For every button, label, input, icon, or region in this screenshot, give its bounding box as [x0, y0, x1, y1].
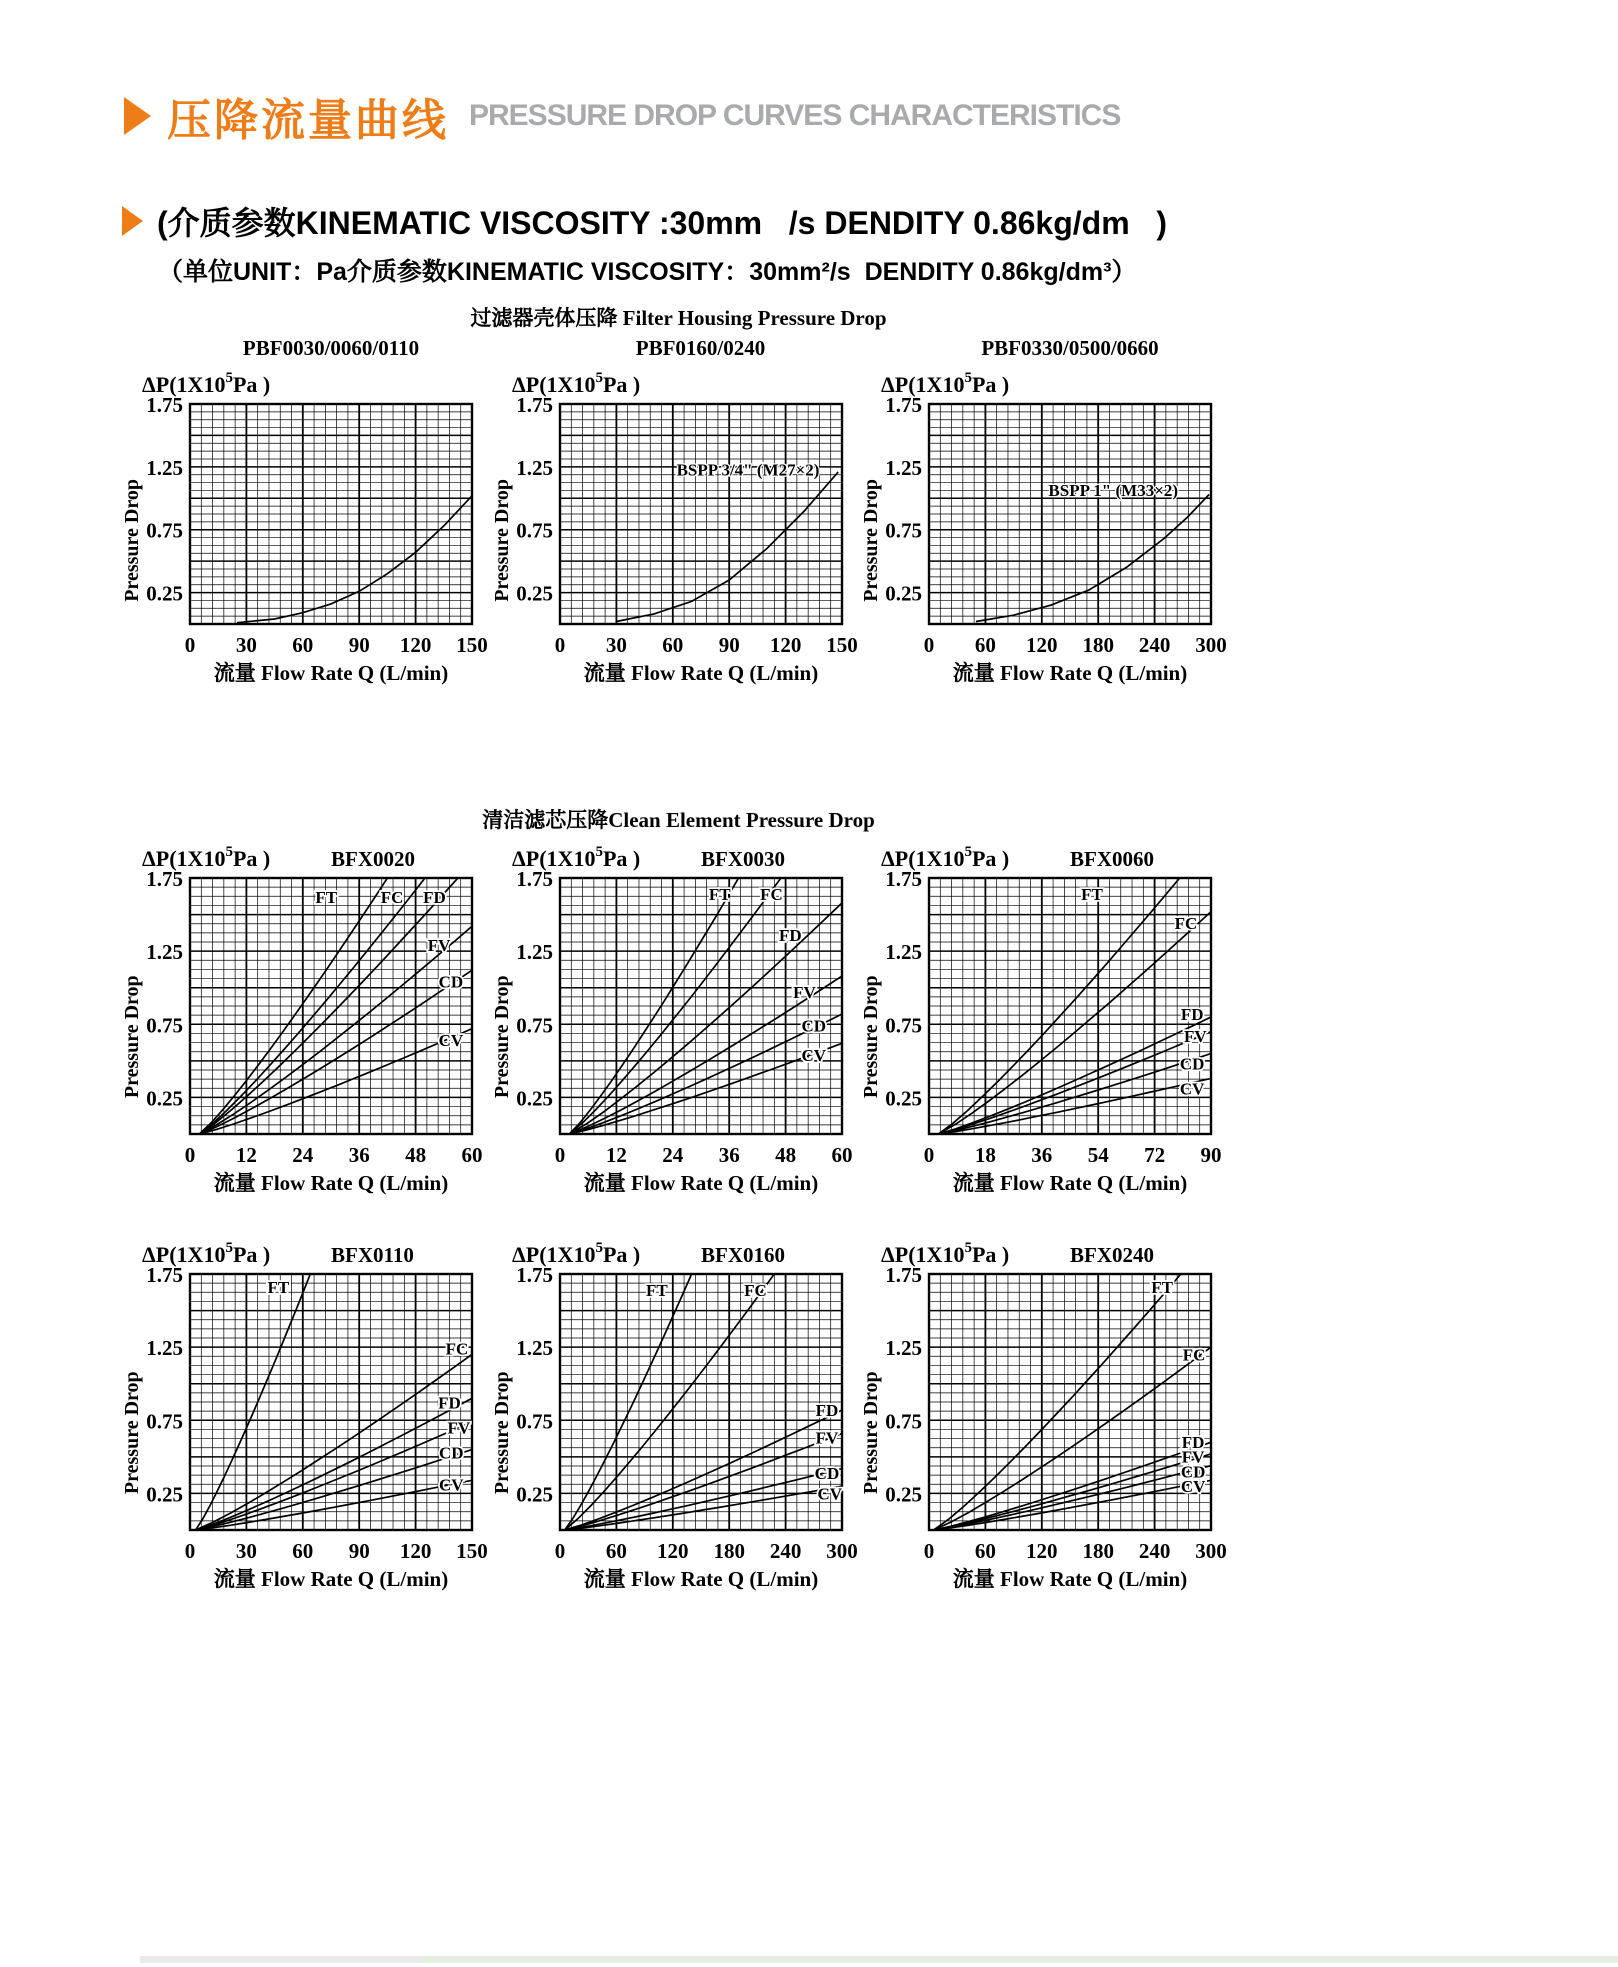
y-tick-label: 0.25	[146, 581, 183, 606]
grid	[560, 404, 842, 624]
chart-svg	[490, 364, 862, 686]
x-tick-label: 0	[554, 1143, 565, 1167]
series-curve	[616, 472, 838, 622]
chart-title: BFX0020	[331, 847, 415, 871]
x-tick-label: 72	[1144, 1143, 1166, 1167]
y-tick-label: 1.75	[515, 1263, 553, 1287]
x-tick-label: 90	[1200, 1143, 1222, 1167]
x-tick-label: 60	[974, 1539, 996, 1563]
grid	[560, 1274, 842, 1530]
chart-BFX0020	[121, 838, 492, 1196]
y-tick-label: 1.25	[146, 455, 183, 480]
y-tick-label: 0.25	[885, 581, 922, 606]
chart-title: BFX0240	[1070, 1243, 1154, 1267]
chart-BFX0240	[860, 1234, 1231, 1592]
curve-label-CD: CD	[438, 972, 464, 992]
y-axis-label: Pressure Drop	[121, 1371, 143, 1495]
x-tick-label: 0	[923, 1143, 935, 1167]
charts-content	[121, 302, 1231, 1592]
chart-title: PBF0030/0060/0110	[242, 336, 420, 360]
page-title-cn: 压降流量曲线	[167, 96, 449, 145]
x-tick-label: 300	[1195, 633, 1227, 657]
x-tick-label: 24	[661, 1143, 683, 1167]
y-tick-label: 0.25	[146, 1482, 183, 1507]
x-tick-label: 90	[348, 633, 370, 657]
x-tick-label: 36	[348, 1143, 370, 1167]
x-tick-label: 0	[923, 1539, 935, 1563]
curve-label-FV: FV	[815, 1428, 838, 1448]
chart-title: BFX0030	[700, 847, 785, 871]
x-tick-label: 0	[554, 1539, 565, 1563]
y-unit-label: $\Delta P(1X10^5Pa$ )	[511, 370, 640, 397]
x-tick-label: 180	[1082, 633, 1114, 657]
y-tick-label: 1.25	[146, 940, 183, 965]
x-axis-label: 流量 Flow Rate Q (L/min)	[583, 1567, 818, 1591]
curve-label-FV: FV	[792, 982, 816, 1002]
chart-PBF0330-0500-0660	[860, 336, 1231, 686]
x-tick-label: 300	[1195, 1539, 1227, 1563]
x-tick-label: 60	[831, 1143, 852, 1167]
x-tick-label: 240	[1138, 1539, 1171, 1563]
curve-label-FT: FT	[645, 1280, 668, 1300]
y-unit-label: $\Delta P(1X10^5Pa$ )	[881, 1240, 1010, 1267]
x-axis-label: 流量 Flow Rate Q (L/min)	[213, 1567, 449, 1591]
x-axis-label: 流量 Flow Rate Q (L/min)	[952, 1171, 1188, 1195]
y-tick-label: 0.75	[146, 518, 183, 543]
y-tick-label: 0.25	[146, 1086, 183, 1111]
curve-label-FD: FD	[778, 925, 802, 945]
y-tick-label: 0.75	[146, 1013, 183, 1038]
x-tick-label: 180	[712, 1539, 745, 1563]
x-tick-label: 60	[974, 633, 996, 657]
curve-label-FV: FV	[427, 936, 451, 956]
curve-label-FD: FD	[423, 887, 446, 907]
x-tick-label: 12	[235, 1143, 257, 1167]
y-tick-label: 0.75	[515, 1409, 553, 1434]
x-tick-label: 90	[718, 633, 740, 657]
curve-label-FT: FT	[1151, 1278, 1173, 1298]
grid	[560, 878, 842, 1134]
curve-label-FD: FD	[1181, 1433, 1205, 1453]
x-tick-label: 90	[348, 1539, 370, 1563]
y-tick-label: 1.75	[515, 393, 553, 417]
x-axis-label: 流量 Flow Rate Q (L/min)	[213, 661, 449, 685]
media-parameters-line	[122, 198, 1618, 244]
curve-label-CD: CD	[1180, 1462, 1206, 1482]
x-tick-label: 60	[661, 633, 683, 657]
chart-svg	[121, 1234, 492, 1592]
chart-BFX0110	[121, 1234, 492, 1592]
x-tick-label: 12	[605, 1143, 627, 1167]
section-title-element: 清洁滤芯压降Clean Element Pressure Drop	[482, 808, 875, 832]
x-tick-label: 120	[656, 1539, 689, 1563]
series-FC	[196, 1355, 472, 1531]
series-curve	[976, 495, 1209, 622]
curve-label-FT: FT	[708, 884, 731, 904]
footer-strip-segment	[420, 1956, 1618, 1963]
y-tick-label: 1.75	[146, 867, 183, 891]
curve-label-FC: FC	[743, 1280, 767, 1300]
x-tick-label: 24	[292, 1143, 314, 1167]
x-axis-label: 流量 Flow Rate Q (L/min)	[952, 661, 1188, 685]
curve-label-CV: CV	[816, 1484, 842, 1504]
y-tick-label: 0.75	[515, 1013, 553, 1038]
x-tick-label: 240	[1138, 633, 1171, 657]
curve-label-FD: FD	[1180, 1004, 1204, 1024]
chart-svg	[490, 1234, 862, 1592]
series-FD	[938, 1017, 1211, 1134]
curve-label-FD: FD	[815, 1400, 838, 1420]
x-tick-label: 36	[1031, 1143, 1053, 1167]
y-tick-label: 1.25	[885, 1336, 922, 1361]
y-axis-label: Pressure Drop	[490, 1371, 513, 1495]
y-tick-label: 0.75	[885, 1409, 922, 1434]
x-tick-label: 240	[769, 1539, 801, 1563]
curve-label-CV: CV	[438, 1031, 464, 1051]
chart-row-element-1	[121, 838, 1231, 1196]
chart-svg	[490, 838, 862, 1196]
y-axis-label: Pressure Drop	[490, 975, 513, 1099]
x-tick-label: 48	[774, 1143, 796, 1167]
y-axis-label: Pressure Drop	[860, 975, 882, 1099]
port-annotation: BSPP 3/4" (M27×2)	[676, 460, 819, 480]
y-unit-label: $\Delta P(1X10^5Pa$ )	[511, 1240, 640, 1267]
y-axis-label: Pressure Drop	[121, 975, 143, 1099]
chart-title: PBF0160/0240	[635, 336, 766, 360]
x-tick-label: 0	[184, 1143, 196, 1167]
curve-label-CV: CV	[801, 1045, 826, 1065]
series-FV	[938, 1032, 1211, 1134]
x-tick-label: 180	[1082, 1539, 1114, 1563]
series-CV	[199, 1029, 472, 1134]
y-tick-label: 0.75	[885, 1013, 922, 1038]
y-tick-label: 0.25	[885, 1482, 922, 1507]
x-tick-label: 0	[554, 633, 565, 657]
grid	[190, 1274, 472, 1530]
curve-label-FC: FC	[1182, 1345, 1206, 1365]
y-axis-label: Pressure Drop	[860, 1371, 882, 1495]
y-unit-label: $\Delta P(1X10^5Pa$ )	[881, 370, 1010, 397]
section-title-housing: 过滤器壳体压降 Filter Housing Pressure Drop	[470, 306, 887, 330]
x-axis-label: 流量 Flow Rate Q (L/min)	[583, 1171, 818, 1195]
chart-BFX0030	[490, 838, 862, 1196]
y-unit-label: $\Delta P(1X10^5Pa$ )	[142, 1240, 271, 1267]
curve-label-FC: FC	[380, 887, 404, 907]
media-parameters-text: (介质参数KINEMATIC VISCOSITY :30mm /s DENDITY 0.86kg/dm )	[157, 205, 1167, 241]
page-title-en: PRESSURE DROP CURVES CHARACTERISTICS	[469, 99, 1121, 132]
chart-title: PBF0330/0500/0660	[981, 336, 1159, 360]
x-tick-label: 150	[456, 1539, 488, 1563]
curve-label-FT: FT	[267, 1278, 290, 1298]
y-axis-label: Pressure Drop	[860, 479, 882, 602]
chart-PBF0160-0240	[490, 336, 862, 686]
page-header	[124, 84, 1618, 148]
x-tick-label: 60	[292, 633, 314, 657]
x-tick-label: 36	[718, 1143, 740, 1167]
y-tick-label: 0.25	[885, 1086, 922, 1111]
x-tick-label: 54	[1087, 1143, 1109, 1167]
y-tick-label: 1.25	[515, 455, 553, 480]
curve-label-FV: FV	[1181, 1447, 1205, 1467]
curve-label-FD: FD	[438, 1393, 461, 1413]
section-arrow-icon	[122, 206, 143, 236]
x-tick-label: 60	[605, 1539, 627, 1563]
x-axis-label: 流量 Flow Rate Q (L/min)	[213, 1171, 449, 1195]
x-axis-label: 流量 Flow Rate Q (L/min)	[952, 1567, 1188, 1591]
series-curve	[237, 496, 472, 623]
y-tick-label: 0.75	[515, 518, 553, 543]
x-tick-label: 48	[405, 1143, 427, 1167]
y-unit-label: $\Delta P(1X10^5Pa$ )	[142, 844, 271, 871]
y-tick-label: 1.75	[146, 393, 183, 417]
chart-title: BFX0160	[700, 1243, 785, 1267]
curve-label-CV: CV	[1180, 1476, 1206, 1496]
y-tick-label: 1.25	[515, 940, 553, 965]
x-tick-label: 0	[923, 633, 935, 657]
x-tick-label: 120	[1026, 1539, 1058, 1563]
curve-label-CV: CV	[439, 1475, 464, 1495]
curve-label-FT: FT	[1081, 884, 1103, 904]
chart-svg	[121, 364, 492, 686]
series-FD	[934, 1442, 1211, 1530]
series-FV	[934, 1454, 1211, 1530]
y-unit-label: $\Delta P(1X10^5Pa$ )	[142, 370, 271, 397]
y-tick-label: 0.75	[146, 1409, 183, 1434]
y-tick-label: 0.25	[515, 1086, 553, 1111]
x-tick-label: 30	[605, 633, 627, 657]
section-arrow-icon	[124, 97, 151, 135]
unit-parameters-line: （单位UNIT：Pa介质参数KINEMATIC VISCOSITY：30mm²/s DENDITY 0.86kg/dm³）	[158, 258, 1137, 286]
grid	[929, 1274, 1211, 1530]
x-tick-label: 120	[399, 633, 432, 657]
chart-BFX0160	[490, 1234, 862, 1592]
grid	[929, 404, 1211, 624]
curve-label-CD: CD	[801, 1016, 826, 1036]
curve-label-FT: FT	[315, 887, 338, 907]
x-tick-label: 30	[235, 633, 257, 657]
series-CV	[196, 1480, 472, 1530]
grid	[190, 878, 472, 1134]
curve-label-FV: FV	[447, 1418, 471, 1438]
y-tick-label: 0.75	[885, 518, 922, 543]
x-tick-label: 0	[184, 633, 196, 657]
curve-label-CD: CD	[1179, 1054, 1205, 1074]
grid	[190, 404, 472, 624]
y-tick-label: 1.75	[885, 393, 922, 417]
y-tick-label: 0.25	[515, 1482, 553, 1507]
x-tick-label: 60	[292, 1539, 314, 1563]
x-tick-label: 120	[769, 633, 801, 657]
y-tick-label: 1.25	[146, 1336, 183, 1361]
chart-BFX0060	[860, 838, 1231, 1196]
y-tick-label: 1.25	[885, 455, 922, 480]
y-tick-label: 1.75	[885, 1263, 922, 1287]
x-tick-label: 120	[399, 1539, 432, 1563]
x-tick-label: 30	[235, 1539, 257, 1563]
y-tick-label: 1.75	[515, 867, 553, 891]
y-unit-label: $\Delta P(1X10^5Pa$ )	[511, 844, 640, 871]
page-footer-strip	[0, 1956, 1618, 1963]
datasheet-page	[0, 84, 1618, 1592]
x-tick-label: 60	[461, 1143, 483, 1167]
chart-title: BFX0110	[331, 1243, 414, 1267]
port-annotation: BSPP 1" (M33×2)	[1048, 480, 1179, 500]
x-tick-label: 18	[974, 1143, 996, 1167]
footer-strip-segment	[140, 1956, 420, 1963]
y-axis-label: Pressure Drop	[121, 479, 143, 602]
chart-PBF0030-0060-0110	[121, 336, 492, 686]
curve-label-FV: FV	[1183, 1026, 1207, 1046]
curve-label-FC: FC	[445, 1339, 469, 1359]
curve-label-CD: CD	[439, 1443, 464, 1463]
curve-label-FC: FC	[759, 884, 783, 904]
x-axis-label: 流量 Flow Rate Q (L/min)	[583, 661, 818, 685]
y-tick-label: 1.75	[146, 1263, 183, 1287]
curve-label-FC: FC	[1174, 914, 1198, 934]
curve-label-CV: CV	[1179, 1079, 1205, 1099]
chart-svg	[121, 838, 492, 1196]
y-axis-label: Pressure Drop	[490, 479, 513, 602]
y-tick-label: 1.25	[515, 1336, 553, 1361]
y-tick-label: 1.25	[885, 940, 922, 965]
y-unit-label: $\Delta P(1X10^5Pa$ )	[881, 844, 1010, 871]
y-tick-label: 1.75	[885, 867, 922, 891]
x-tick-label: 120	[1026, 633, 1058, 657]
x-tick-label: 300	[825, 1539, 858, 1563]
x-tick-label: 150	[456, 633, 488, 657]
chart-row-element-2	[121, 1234, 1231, 1592]
chart-svg	[860, 1234, 1231, 1592]
curve-label-CD: CD	[814, 1463, 839, 1483]
x-tick-label: 0	[184, 1539, 196, 1563]
y-tick-label: 0.25	[515, 581, 553, 606]
chart-svg	[860, 364, 1231, 686]
chart-title: BFX0060	[1070, 847, 1154, 871]
x-tick-label: 150	[825, 633, 858, 657]
chart-row-housing	[121, 336, 1231, 686]
chart-svg	[860, 838, 1231, 1196]
